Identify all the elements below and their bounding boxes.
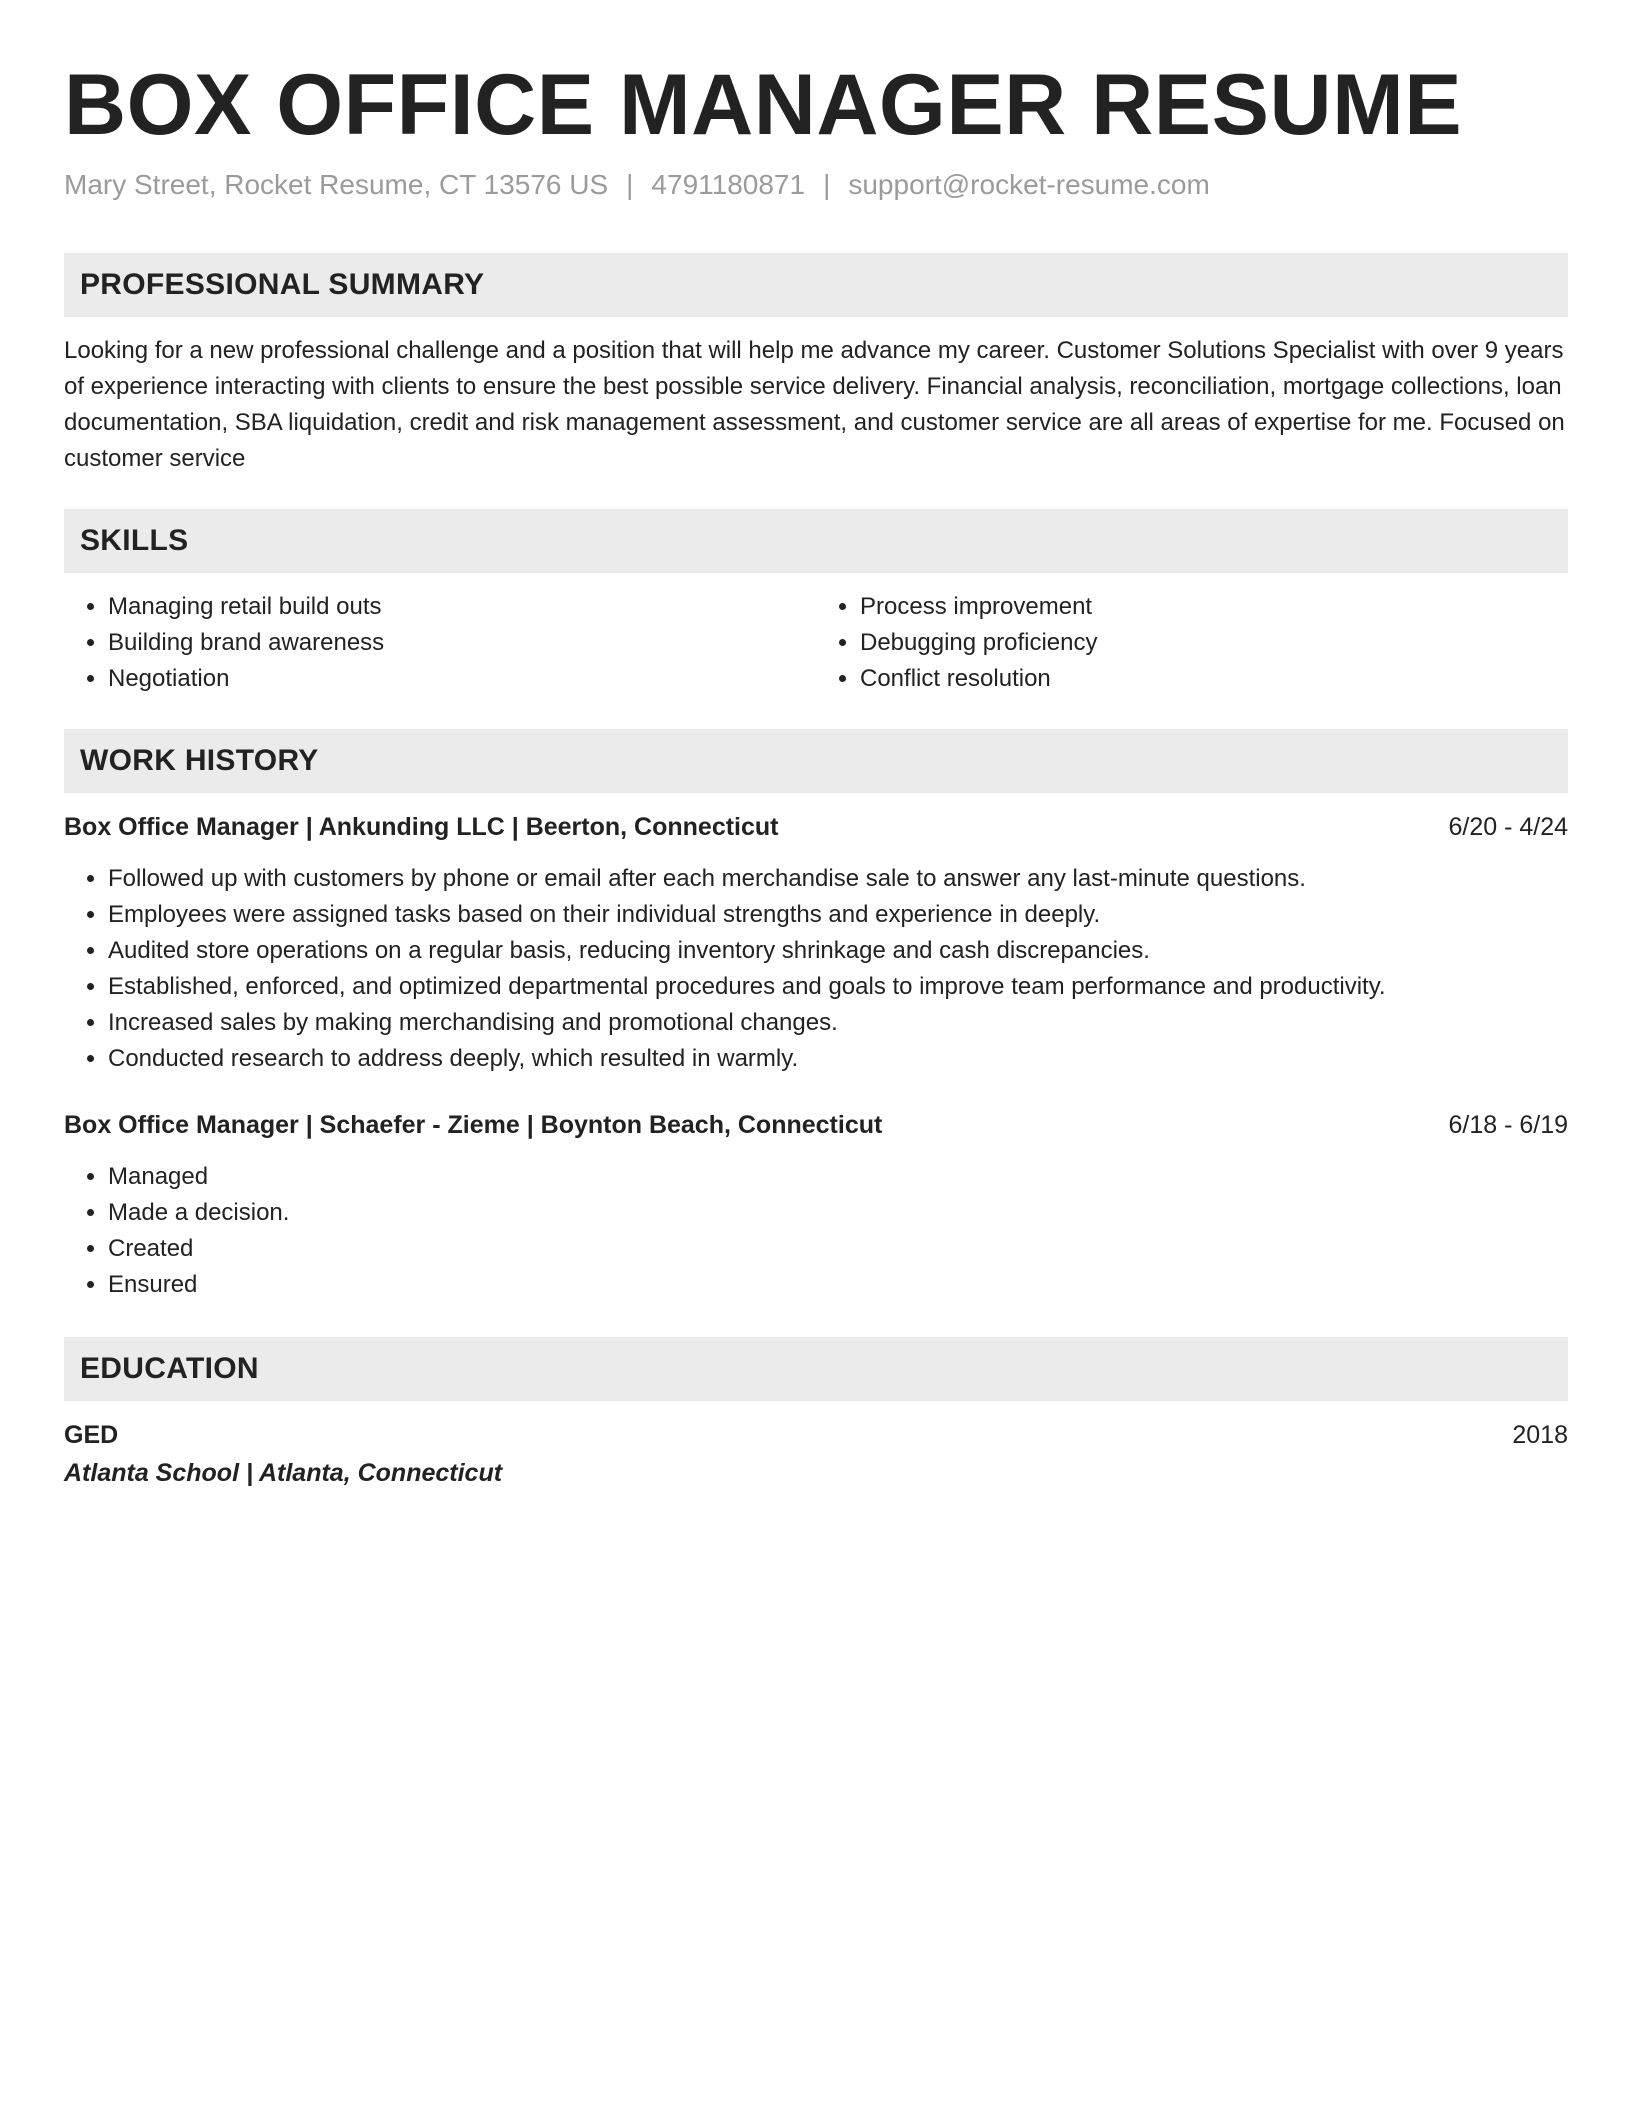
- section-heading-education: EDUCATION: [64, 1337, 1568, 1401]
- skill-item: • Negotiation: [108, 661, 816, 697]
- education-school: Atlanta School | Atlanta, Connecticut: [64, 1459, 503, 1487]
- contact-separator: |: [823, 169, 831, 200]
- job-bullet-list: [64, 1159, 1568, 1303]
- job-bullet: • Created: [108, 1231, 1568, 1267]
- skill-item: • Building brand awareness: [108, 625, 816, 661]
- contact-address: Mary Street, Rocket Resume, CT 13576 US: [64, 169, 609, 200]
- skill-item: • Debugging proficiency: [860, 625, 1568, 661]
- job-header: [64, 1107, 1568, 1143]
- job-bullet: • Ensured: [108, 1267, 1568, 1303]
- job-title: Box Office Manager | Ankunding LLC | Beerton, Connecticut: [64, 813, 779, 841]
- section-heading-skills: SKILLS: [64, 509, 1568, 573]
- contact-separator: |: [626, 169, 634, 200]
- job-bullet: • Managed: [108, 1159, 1568, 1195]
- job-bullet: • Increased sales by making merchandising and promotional changes.: [108, 1005, 1568, 1041]
- education-header: [64, 1417, 1568, 1453]
- education-year: 2018: [1512, 1421, 1568, 1449]
- skills-grid: [64, 589, 1568, 697]
- skills-column-left: [64, 589, 816, 697]
- job-bullet: • Conducted research to address deeply, which resulted in warmly.: [108, 1041, 1568, 1077]
- skill-item: • Conflict resolution: [860, 661, 1568, 697]
- job-dates: 6/18 - 6/19: [1448, 1111, 1568, 1139]
- job-bullet: • Employees were assigned tasks based on their individual strengths and experience in deeply.: [108, 897, 1568, 933]
- contact-line: [64, 165, 1568, 205]
- job-bullet: • Followed up with customers by phone or email after each merchandise sale to answer any last-minute questions.: [108, 861, 1568, 897]
- job-title: Box Office Manager | Schaefer - Zieme | Boynton Beach, Connecticut: [64, 1111, 883, 1139]
- job-bullet: • Audited store operations on a regular basis, reducing inventory shrinkage and cash discrepancies.: [108, 933, 1568, 969]
- contact-phone: 4791180871: [651, 169, 806, 200]
- resume-title: BOX OFFICE MANAGER RESUME: [64, 57, 1463, 153]
- job-header: [64, 809, 1568, 845]
- job-bullet-list: [64, 861, 1568, 1077]
- job-dates: 6/20 - 4/24: [1448, 813, 1568, 841]
- summary-paragraph: Looking for a new professional challenge and a position that will help me advance my career. Customer Solutions Specialist with over 9 years of experience interacting with clients to ensure the best possible service delivery. Financial analysis, reconciliation, mortgage collections, loan documentation, SBA liquidation, credit and risk management assessment, and customer service are all areas of expertise for me. Focused on customer service: [64, 337, 1565, 472]
- job-bullet: • Made a decision.: [108, 1195, 1568, 1231]
- skills-column-right: [816, 589, 1568, 697]
- job-entry: [64, 1107, 1568, 1303]
- section-heading-summary: PROFESSIONAL SUMMARY: [64, 253, 1568, 317]
- job-entry: [64, 809, 1568, 1077]
- section-heading-work-history: WORK HISTORY: [64, 729, 1568, 793]
- education-degree: GED: [64, 1421, 119, 1449]
- job-bullet: • Established, enforced, and optimized departmental procedures and goals to improve team performance and productivity.: [108, 969, 1568, 1005]
- skill-item: • Process improvement: [860, 589, 1568, 625]
- skill-item: • Managing retail build outs: [108, 589, 816, 625]
- contact-email: support@rocket-resume.com: [848, 169, 1210, 200]
